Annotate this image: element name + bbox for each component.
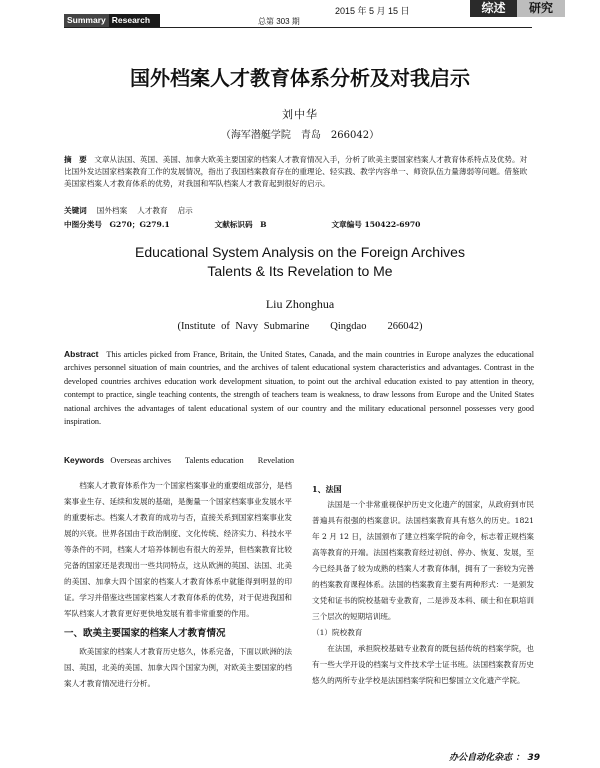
category-tag-research: 研究 bbox=[517, 0, 565, 17]
abstract-en bbox=[64, 348, 534, 428]
document-code: 文献标识码 B bbox=[214, 220, 267, 229]
affiliation-cn: （海军潜艇学院 青岛 266042） bbox=[220, 130, 380, 141]
author-en: Liu Zhonghua bbox=[265, 297, 335, 311]
abstract-en-label: Abstract bbox=[64, 349, 99, 359]
header-section-label bbox=[64, 14, 160, 27]
title-en-line-2: Talents & Its Revelation to Me bbox=[207, 263, 393, 279]
abstract-cn bbox=[64, 154, 534, 190]
body-paragraph: 欧美国家的档案人才教育历史悠久，体系完备，下面以欧洲的法国、英国，北美的美国、加拿大四个国家为例，对欧美主要国家的档案人才教育情况进行分析。 bbox=[64, 647, 292, 688]
keyword-cn: 国外档案 bbox=[96, 206, 128, 215]
body-paragraph: 档案人才教育体系作为一个国家档案事业的重要组成部分，是档案事业生存、延续和发展的基础，是衡量一个国家档案事业发展水平的重要标志。档案人才教育的成功与否，直接关系到国家档案事业发展的兴衰。世界各国由于政治制度、文化传统、经济实力、科技水平等条件的不同，档案人才培养体制也有很大的差异，但档案教育比较完备的国家还是表现出一些共同特点，这从欧洲的英国、法国、北美的美国、加拿大四个国家的档案人才教育体系中就能得到明显的印证。学习并借鉴这些国家档案人才教育体系的优势，对于促进我国和军队档案人才教育更好更快地发展有着非常重要的作用。 bbox=[64, 481, 292, 618]
classification-row bbox=[64, 219, 534, 230]
body-column-left bbox=[64, 478, 292, 692]
affiliation-en: (Institute of Navy Submarine Qingdao 266042) bbox=[177, 321, 423, 332]
title-cn: 国外档案人才教育体系分析及对我启示 bbox=[130, 66, 470, 90]
author-cn: 刘中华 bbox=[282, 108, 318, 121]
header-divider bbox=[64, 27, 532, 28]
clc-number: 中图分类号 G270；G279.1 bbox=[64, 220, 170, 229]
journal-name: 办公自动化杂志 bbox=[449, 753, 513, 763]
abstract-cn-text: 文章从法国、英国、美国、加拿大欧美主要国家的档案人才教育情况入手，分析了欧美主要国家档案人才教育体系特点及优势。对比国外发达国家档案教育工作的发展情况，指出了我国档案教育存在的重理论、轻实践、教学内容单一、师资队伍力量薄弱等问题。借鉴欧美国家档案人才教育体系的优势，对我国和军队档案人才教育起到很好的启示。 bbox=[64, 155, 528, 188]
abstract-cn-label: 摘 要 bbox=[64, 155, 87, 164]
keyword-en: Overseas archives bbox=[110, 456, 172, 465]
keyword-cn: 人才教育 bbox=[137, 206, 168, 215]
page-footer: 办公自动化杂志 ： 39 bbox=[449, 753, 540, 763]
publication-date: 2015 年 5 月 15 日 bbox=[335, 6, 410, 16]
section-heading: 一、欧美主要国家的档案人才教育情况 bbox=[64, 628, 226, 639]
title-en-line-1: Educational System Analysis on the Foreign Archives bbox=[135, 244, 465, 260]
abstract-en-text: This articles picked from France, Britain, the United States, Canada, and the main countries in Europe analyzes the educational archives personnel situation of main countries, and the archives of talent educational system characteristics and advantages. Contrast in the developed countries archives education work development situation, to point out the archival education existed to pay attention in theory, contempt to practice, single teaching contents, the strength of teachers team is weakness, to draw lessons from Europe and the United States national archives the advantages of talent educational system of our country and the military educational personnel possesses very good inspiration. bbox=[64, 350, 535, 427]
page-number: 39 bbox=[527, 753, 540, 763]
body-column-right bbox=[312, 478, 534, 689]
category-tag bbox=[470, 0, 565, 17]
body-paragraph: 在法国，承担院校基础专业教育的既包括传统的档案学院，也有一些大学开设的档案与文件技术学士证书班。法国档案教育历史悠久的两所专业学校是法国档案学院和巴黎国立文化遗产学院。 bbox=[312, 644, 534, 685]
keyword-cn: 启示 bbox=[177, 206, 193, 215]
summary-label: Summary bbox=[64, 14, 109, 27]
keywords-en-label: Keywords bbox=[64, 455, 105, 465]
subsubsection-heading: （1）院校教育 bbox=[312, 628, 363, 637]
title-en bbox=[0, 243, 600, 281]
keywords-en bbox=[64, 455, 534, 465]
keywords-cn-label: 关键词 bbox=[64, 206, 87, 215]
keyword-en: Talents education bbox=[184, 456, 244, 465]
keyword-en: Revelation bbox=[257, 456, 295, 465]
subsection-heading: 1、法国 bbox=[312, 484, 342, 494]
category-tag-review: 综述 bbox=[470, 0, 517, 17]
research-label: Research bbox=[111, 15, 151, 25]
keywords-cn bbox=[64, 205, 193, 216]
body-paragraph: 法国是一个非常重视保护历史文化遗产的国家，从政府到市民普遍具有很强的档案意识。法国档案教育具有悠久的历史。1821 年 2 月 12 日，法国颁布了建立档案学院的命令，标志着正规档案高等教育的开端。法国档案教育经过初创、停办、恢复、发展，至今已经具备了较为成熟的档案人才教育体制，拥有了一套较为完善的档案教育课程体系。法国的档案教育主要有两种形式：一是颁发文凭和证书的院校基础专业教育，二是涉及本科、硕士和在职培训三个层次的短期培训班。 bbox=[312, 500, 534, 621]
article-number: 文章编号 150422-6970 bbox=[331, 220, 421, 229]
issue-number: 总第 303 期 bbox=[258, 17, 300, 26]
